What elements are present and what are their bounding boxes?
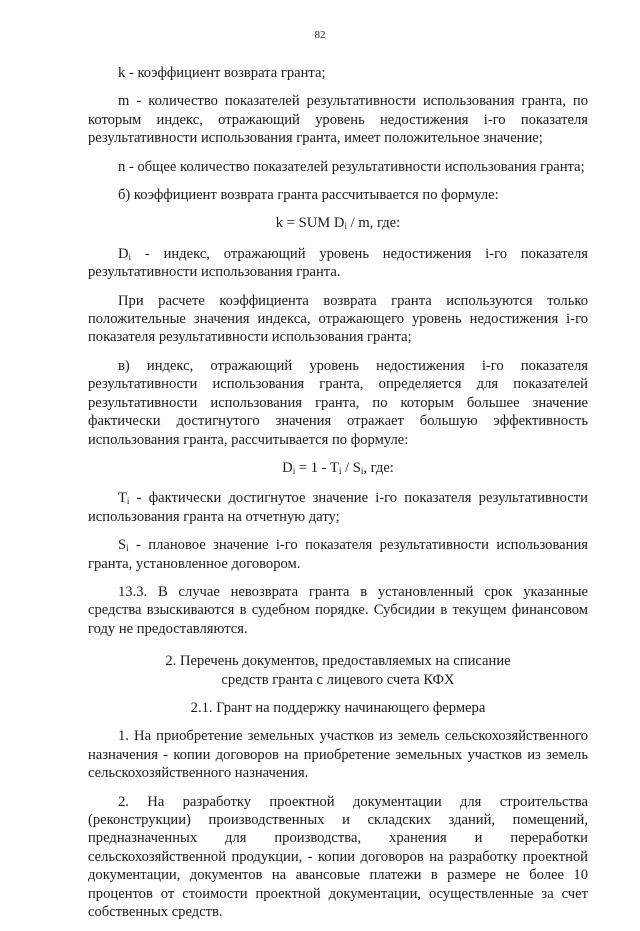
- formula-d-b-sub: i: [338, 465, 342, 476]
- positive-values-note: При расчете коэффициента возврата гранта используются только положительные значения индекса, отражающего уровень недостижения i-го показателя результативности использования гранта;: [88, 292, 588, 346]
- formula-k: [88, 214, 588, 232]
- list-item: 2. На разработку проектной документации для строительства (реконструкции) производственных и складских зданий, помещений, предназначенных для производства, хранения и переработки сельскохозяйственной продукции, - копии договоров на разработку проектной документации, документов на авансовые платежи в размере не более 10 процентов от стоимости проектной документации, осуществленные за счет собственных средств.: [88, 793, 588, 921]
- section-2-title-line-2: средств гранта с лицевого счета КФХ: [221, 671, 455, 688]
- formula-d-d: , где:: [363, 459, 394, 476]
- formula-d-b: = 1 - T: [295, 459, 339, 476]
- section-2-title: [88, 652, 588, 689]
- di-symbol-sub: i: [128, 251, 132, 262]
- section-2-title-line-1: 2. Перечень документов, предоставляемых на списание: [165, 653, 511, 670]
- item-v: в) индекс, отражающий уровень недостижения i-го показателя результативности использования гранта, определяется для показателей результативности использования гранта, по которым большее значение фактически достигнутого значения отражает большую эффективность использования гранта, рассчитывается по формуле:: [88, 357, 588, 448]
- formula-d-c: / S: [341, 459, 361, 476]
- di-definition: [88, 245, 588, 282]
- formula-k-lhs: k = SUM D: [275, 215, 345, 232]
- si-text: - плановое значение i-го показателя результативности использования гранта, установленное договором.: [88, 537, 588, 572]
- list-item: 1. На приобретение земельных участков из земель сельскохозяйственного назначения - копии договоров на приобретение земельных участков из земель сельскохозяйственного назначения.: [88, 728, 588, 782]
- ti-symbol-sub: i: [126, 496, 130, 507]
- ti-symbol: T: [118, 490, 127, 507]
- n-definition: n - общее количество показателей результативности использования гранта;: [118, 158, 585, 175]
- m-definition: m - количество показателей результативности использования гранта, по которым индекс, отражающий уровень недостижения i-го показателя результативности использования гранта, имеет положительное значение;: [88, 93, 588, 147]
- formula-k-rhs: / m, где:: [346, 215, 401, 232]
- ti-definition: [88, 489, 588, 526]
- si-symbol: S: [118, 537, 127, 554]
- k-definition: k - коэффициент возврата гранта;: [118, 65, 326, 81]
- page-number: 82: [314, 29, 326, 41]
- di-text: - индекс, отражающий уровень недостижения i-го показателя результативности использования гранта.: [88, 245, 588, 281]
- item-b: б) коэффициент возврата гранта рассчитывается по формуле:: [118, 187, 499, 204]
- page-body: [88, 64, 588, 931]
- formula-d-a: D: [282, 459, 293, 476]
- formula-d: [88, 459, 588, 477]
- subsection-2-1-title: 2.1. Грант на поддержку начинающего фермера: [190, 699, 486, 716]
- formula-d-a-sub: i: [292, 465, 296, 476]
- formula-d-c-sub: i: [360, 465, 364, 476]
- si-definition: [88, 536, 588, 573]
- ti-text: - фактически достигнутое значение i-го показателя результативности использования гранта на отчетную дату;: [88, 490, 588, 525]
- formula-k-sub: i: [344, 221, 347, 232]
- si-symbol-sub: i: [126, 543, 129, 554]
- clause-13-3: 13.3. В случае невозврата гранта в установленный срок указанные средства взыскиваются в судебном порядке. Субсидии в текущем финансовом году не предоставляются.: [88, 583, 588, 637]
- di-symbol: D: [118, 245, 129, 262]
